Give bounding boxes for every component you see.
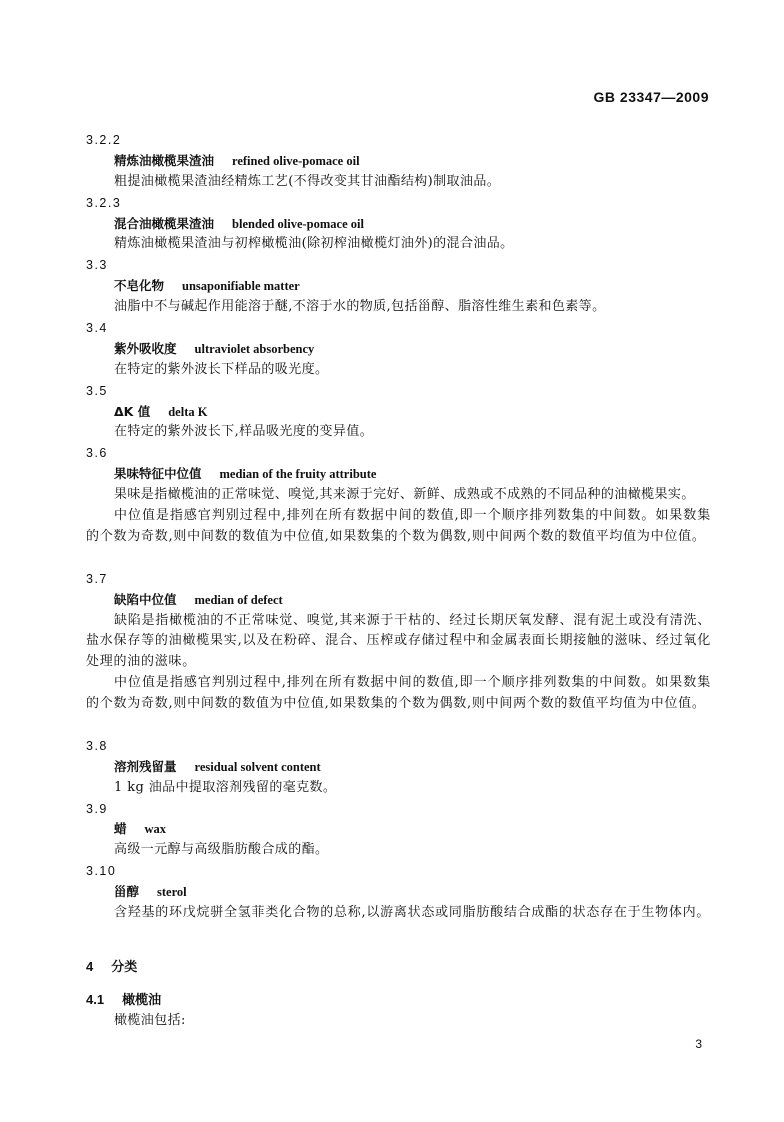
term-entry bbox=[86, 339, 711, 360]
term-entry bbox=[86, 882, 711, 903]
term-zh: 果味特征中位值 bbox=[114, 466, 202, 482]
definition: 在特定的紫外波长下,样品吸光度的变异值。 bbox=[114, 424, 374, 440]
document-body bbox=[86, 130, 711, 1031]
definition-paragraph: 中位值是指感官判别过程中,排列在所有数据中间的数值,即一个顺序排列数集的中间数。如果数集的个数为奇数,则中间数的数值为中位值,如果数集的个数为偶数,则中间两个数的数值平均值为中位值。 bbox=[86, 675, 711, 712]
term-en: residual solvent content bbox=[194, 759, 321, 774]
page-number: 3 bbox=[695, 1037, 702, 1051]
definition: 在特定的紫外波长下样品的吸光度。 bbox=[114, 361, 329, 377]
term-entry bbox=[86, 464, 711, 485]
definition-paragraph: 中位值是指感官判别过程中,排列在所有数据中间的数值,即一个顺序排列数集的中间数。如果数集的个数为奇数,则中间数的数值为中位值,如果数集的个数为偶数,则中间两个数的数值平均值为中位值。 bbox=[86, 508, 711, 544]
section-number: 4 bbox=[86, 958, 94, 974]
clause-number: 3.9 bbox=[86, 801, 108, 816]
subsection-title: 橄榄油 bbox=[122, 992, 162, 1008]
subsection-number: 4.1 bbox=[86, 991, 105, 1007]
subsection-heading bbox=[86, 990, 711, 1011]
paragraph-block bbox=[86, 903, 711, 945]
term-entry bbox=[86, 402, 711, 423]
section-title: 分类 bbox=[111, 959, 138, 975]
term-zh: 蜡 bbox=[114, 821, 127, 837]
paragraph-block bbox=[86, 673, 711, 736]
clause-number: 3.7 bbox=[86, 571, 108, 586]
paragraph-block bbox=[86, 506, 711, 569]
clause-number: 3.8 bbox=[86, 738, 108, 753]
term-entry bbox=[86, 214, 711, 235]
standard-code: GB 23347—2009 bbox=[593, 89, 709, 105]
term-zh: 缺陷中位值 bbox=[114, 591, 177, 607]
term-entry bbox=[86, 276, 711, 297]
definition: 果味是指橄榄油的正常味觉、嗅觉,其来源于完好、新鲜、成熟或不成熟的不同品种的油橄榄果实。 bbox=[114, 487, 695, 503]
term-en: unsaponifiable matter bbox=[182, 279, 300, 294]
definition: 高级一元醇与高级脂肪酸合成的酯。 bbox=[114, 842, 329, 858]
term-en: ultraviolet absorbency bbox=[194, 341, 315, 356]
term-en: sterol bbox=[157, 885, 187, 900]
clause-number: 3.6 bbox=[86, 446, 108, 461]
clause-number: 3.2.2 bbox=[86, 133, 122, 147]
section-heading bbox=[86, 957, 711, 978]
term-zh: 紫外吸收度 bbox=[114, 340, 177, 356]
definition: 粗提油橄榄果渣油经精炼工艺(不得改变其甘油酯结构)制取油品。 bbox=[114, 173, 501, 189]
term-entry bbox=[86, 819, 711, 840]
term-en: wax bbox=[144, 822, 167, 837]
term-en: delta K bbox=[168, 404, 208, 419]
clause-number: 3.5 bbox=[86, 383, 108, 398]
definition: 油脂中不与碱起作用能溶于醚,不溶于水的物质,包括甾醇、脂溶性维生素和色素等。 bbox=[114, 299, 606, 315]
clause-number: 3.2.3 bbox=[86, 195, 122, 210]
term-zh: 不皂化物 bbox=[114, 278, 165, 294]
definition: 精炼油橄榄果渣油与初榨橄榄油(除初榨油橄榄灯油外)的混合油品。 bbox=[114, 236, 514, 252]
clause-number: 3.4 bbox=[86, 321, 108, 336]
definition: 橄榄油包括: bbox=[114, 1012, 186, 1028]
definition-paragraph: 含羟基的环戊烷骈全氢菲类化合物的总称,以游离状态或同脂肪酸结合成酯的状态存在于生物体内。 bbox=[114, 905, 711, 920]
term-entry bbox=[86, 151, 711, 172]
term-zh: 甾醇 bbox=[114, 884, 140, 900]
clause-number: 3.10 bbox=[86, 864, 117, 879]
term-zh: 溶剂残留量 bbox=[114, 758, 177, 774]
term-entry bbox=[86, 757, 711, 778]
definition: 1 kg 油品中提取溶剂残留的毫克数。 bbox=[114, 779, 337, 795]
definition-paragraph: 缺陷是指橄榄油的不正常味觉、嗅觉,其来源于干枯的、经过长期厌氧发酵、混有泥土或没有清洗、盐水保存等的油橄榄果实,以及在粉碎、混合、压榨或存储过程中和金属表面长期接触的滋味、经过氧化处理的油的滋味。 bbox=[86, 612, 711, 670]
term-zh: 混合油橄榄果渣油 bbox=[114, 215, 215, 231]
term-zh: ΔK 值 bbox=[114, 403, 151, 419]
term-en: median of defect bbox=[194, 592, 283, 607]
term-entry bbox=[86, 590, 711, 611]
term-en: refined olive-pomace oil bbox=[232, 153, 360, 168]
clause-number: 3.3 bbox=[86, 258, 108, 273]
term-en: blended olive-pomace oil bbox=[232, 216, 364, 231]
paragraph-block bbox=[86, 611, 711, 674]
term-zh: 精炼油橄榄果渣油 bbox=[114, 152, 215, 168]
term-en: median of the fruity attribute bbox=[219, 467, 377, 482]
